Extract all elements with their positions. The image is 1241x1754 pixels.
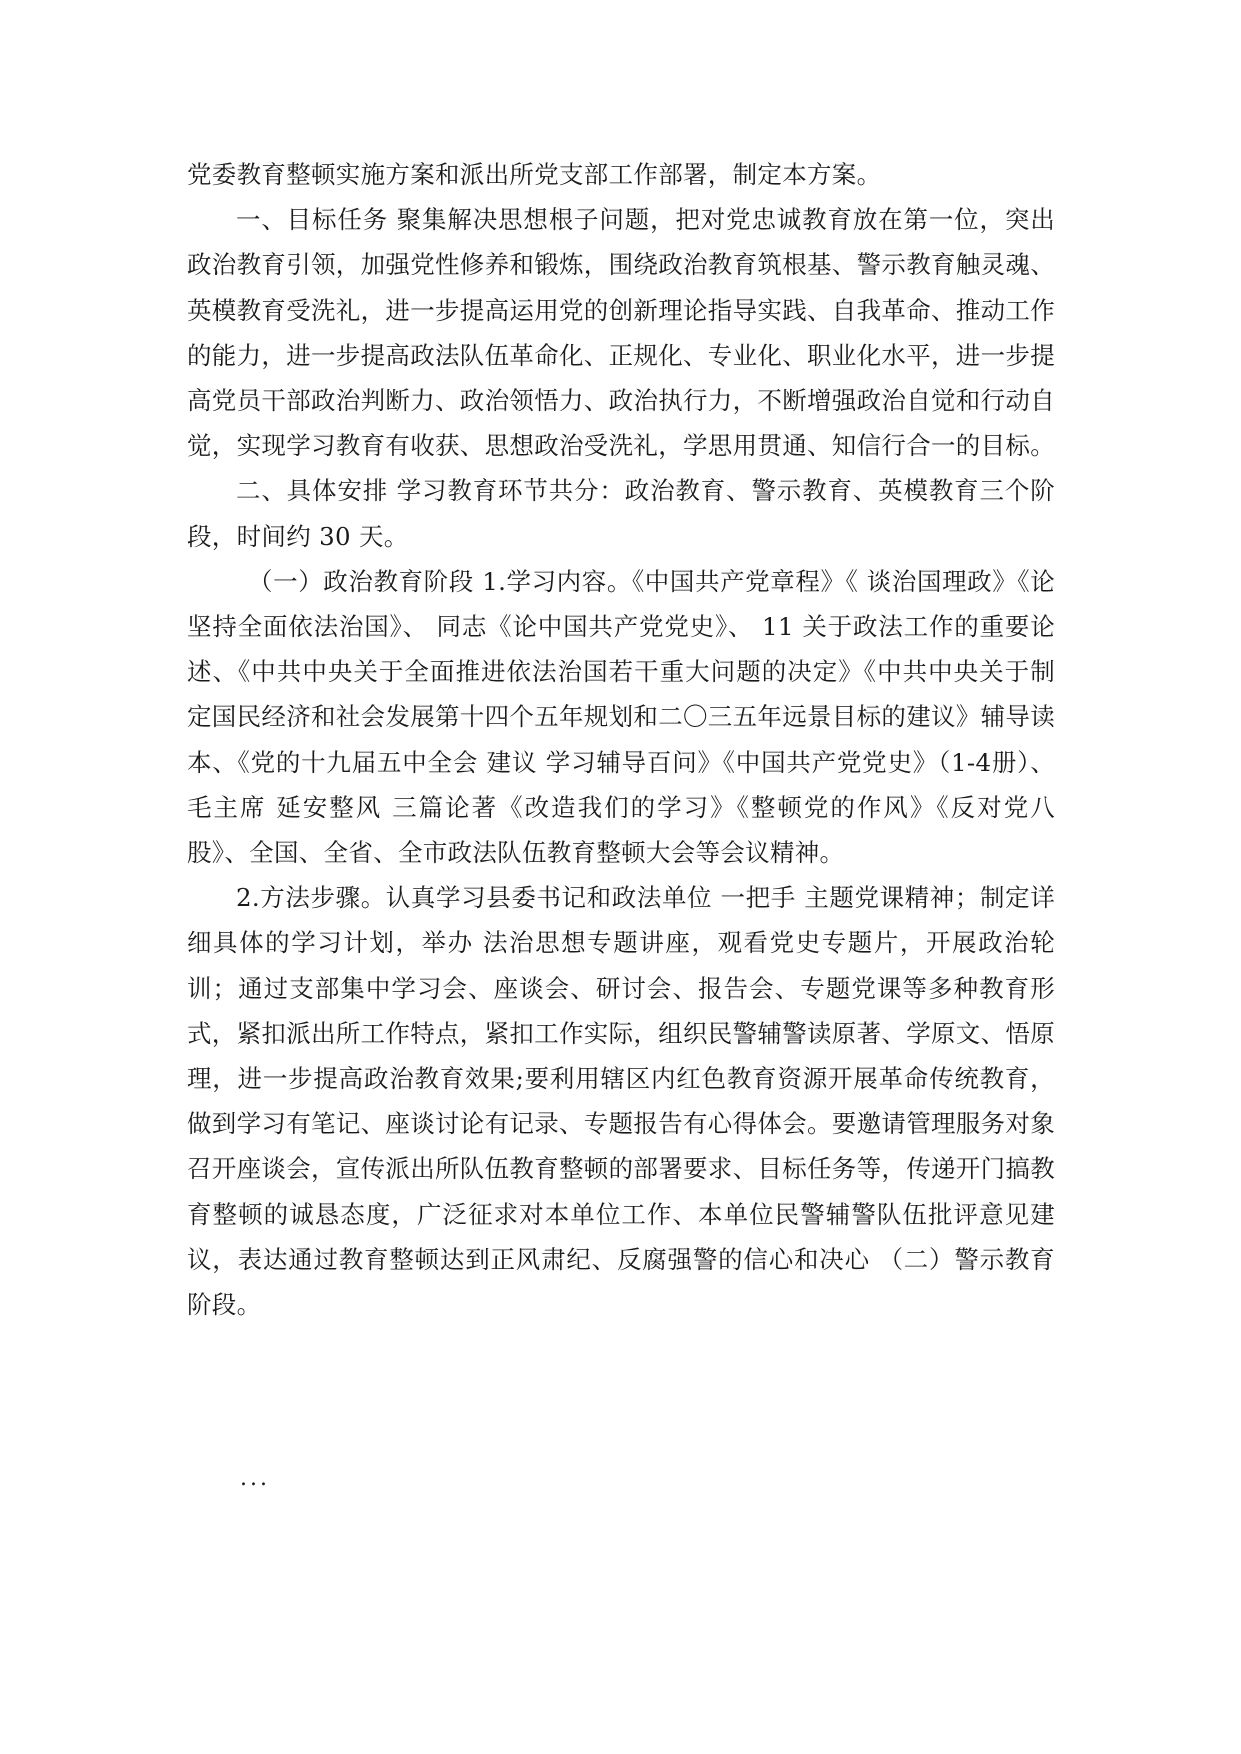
document-body: [187, 152, 1055, 1327]
paragraph-political-education: （一）政治教育阶段 1.学习内容。《中国共产党章程》《 谈治国理政》《论坚持全面依法治国》、 同志《论中国共产党党史》、 11 关于政法工作的重要论述、《中共中央关于全面推进依法治国若干重大问题的决定》《中共中央关于制定国民经济和社会发展第十四个五年规划和二〇三五年远景目标的建议》辅导读本、《党的十九届五中全会 建议 学习辅导百问》《中国共产党党史》（1-4册）、毛主席 延安整风 三篇论著《改造我们的学习》《整顿党的作风》《反对党八股》、全国、全省、全市政法队伍教育整顿大会等会议精神。: [187, 566, 1055, 868]
continuation-ellipsis: ...: [240, 1466, 270, 1491]
paragraph-intro-continuation: 党委教育整顿实施方案和派出所党支部工作部署，制定本方案。: [187, 160, 882, 189]
paragraph-goals: 一、目标任务 聚集解决思想根子问题，把对党忠诚教育放在第一位，突出政治教育引领，加强党性修养和锻炼，围绕政治教育筑根基、警示教育触灵魂、英模教育受洗礼，进一步提高运用党的创新理论指导实践、自我革命、推动工作的能力，进一步提高政法队伍革命化、正规化、专业化、职业化水平，进一步提高党员干部政治判断力、政治领悟力、政治执行力，不断增强政治自觉和行动自觉，实现学习教育有收获、思想政治受洗礼，学思用贯通、知信行合一的目标。: [187, 205, 1055, 461]
paragraph-arrangement: 二、具体安排 学习教育环节共分：政治教育、警示教育、英模教育三个阶段，时间约 30 天。: [187, 476, 1055, 551]
paragraph-methods: 2.方法步骤。认真学习县委书记和政法单位 一把手 主题党课精神；制定详细具体的学习计划，举办 法治思想专题讲座，观看党史专题片，开展政治轮训；通过支部集中学习会、座谈会、研讨会、报告会、专题党课等多种教育形式，紧扣派出所工作特点，紧扣工作实际，组织民警辅警读原著、学原文、悟原理，进一步提高政治教育效果;要利用辖区内红色教育资源开展革命传统教育，做到学习有笔记、座谈讨论有记录、专题报告有心得体会。要邀请管理服务对象召开座谈会，宣传派出所队伍教育整顿的部署要求、目标任务等，传递开门搞教育整顿的诚恳态度，广泛征求对本单位工作、本单位民警辅警队伍批评意见建议，表达通过教育整顿达到正风肃纪、反腐强警的信心和决心 （二）警示教育阶段。: [187, 883, 1055, 1320]
